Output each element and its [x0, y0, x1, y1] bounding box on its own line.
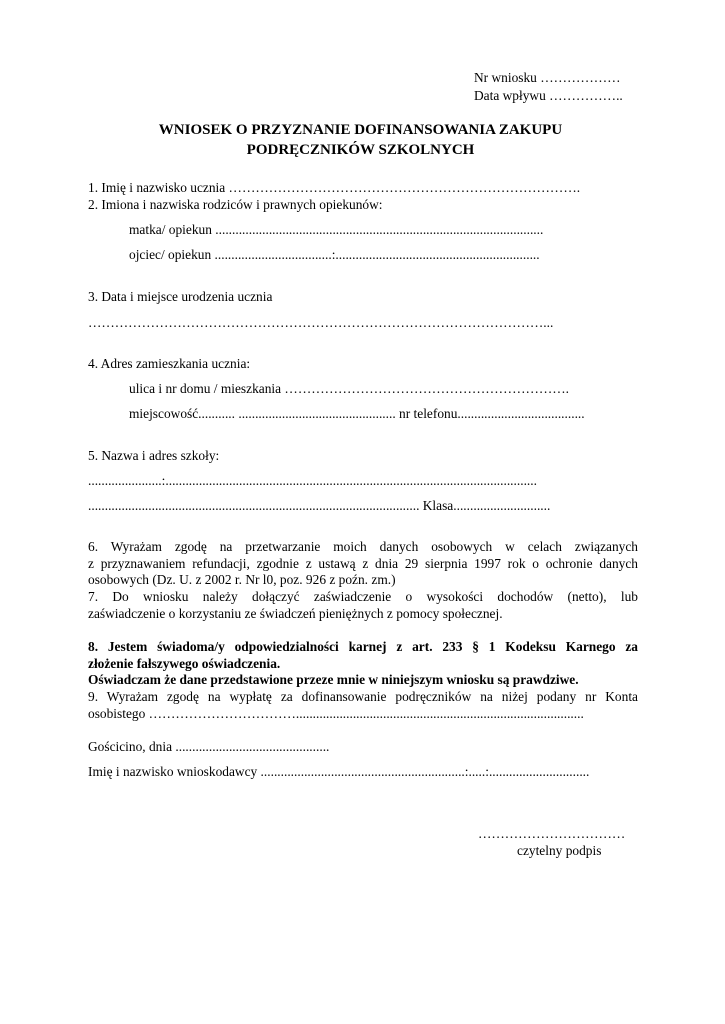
field-school-heading: 5. Nazwa i adres szkoły: — [88, 448, 220, 463]
clause-7-line: 7. Do wniosku należy dołączyć zaświadczenie o wysokości dochodów (netto), lub — [88, 589, 638, 604]
receipt-date: Data wpływu …………….. — [474, 88, 623, 103]
applicant-name-field: Imię i nazwisko wnioskodawcy .............................................................:.....:.............................. — [88, 764, 590, 779]
field-parents-heading: 2. Imiona i nazwiska rodziców i prawnych opiekunów: — [88, 197, 383, 212]
clause-9-line: osobistego ……………………………...................................................................................... — [88, 705, 584, 721]
clause-7 — [88, 589, 638, 622]
application-number: Nr wniosku ……………… — [474, 70, 621, 85]
field-street: ulica i nr domu / mieszkania ………………………………………………………. — [129, 381, 569, 396]
page-title-line2: PODRĘCZNIKÓW SZKOLNYCH — [246, 142, 475, 158]
clause-8 — [88, 639, 638, 689]
clause-8-line: 8. Jestem świadoma/y odpowiedzialności karnej z art. 233 § 1 Kodeksu Karnego za — [88, 639, 638, 654]
clause-6-line: 6. Wyrażam zgodę na przetwarzanie moich danych osobowych w celach związanych — [88, 539, 638, 554]
field-father: ojciec/ opiekun ...................................:............................................................. — [129, 247, 540, 262]
field-birth-line: …………………………………………………………………………………………... — [88, 315, 554, 330]
clause-7-line: zaświadczenie o korzystaniu ze świadczeń pieniężnych z pomocy społecznej. — [88, 605, 503, 621]
clause-9 — [88, 689, 638, 722]
clause-6-line: osobowych (Dz. U. z 2002 r. Nr l0, poz. 926 z poźn. zm.) — [88, 572, 396, 587]
field-address-heading: 4. Adres zamieszkania ucznia: — [88, 356, 251, 371]
page-title-line1: WNIOSEK O PRZYZNANIE DOFINANSOWANIA ZAKUPU — [158, 122, 563, 138]
place-date-field: Gościcino, dnia .............................................. — [88, 739, 330, 754]
clause-6 — [88, 539, 638, 589]
field-birth-heading: 3. Data i miejsce urodzenia ucznia — [88, 289, 273, 304]
field-student-name: 1. Imię i nazwisko ucznia ……………………………………………………………………. — [88, 180, 581, 195]
field-school-line2: ................................................................................................... Klasa............................. — [88, 498, 551, 513]
clause-8-line: Oświadczam że dane przedstawione przeze mnie w niniejszym wniosku są prawdziwe. — [88, 672, 579, 687]
signature-line: …………………………… — [478, 826, 626, 841]
signature-label: czytelny podpis — [517, 843, 602, 858]
clause-9-line: 9. Wyrażam zgodę na wypłatę za dofinansowanie podręczników na niżej podany nr Konta — [88, 689, 638, 704]
clause-8-line: złożenie fałszywego oświadczenia. — [88, 655, 281, 671]
field-school-line1: ......................:............................................................................................................... — [88, 473, 537, 488]
clause-6-line: z przyznawaniem refundacji, zgodnie z ustawą z dnia 29 sierpnia 1997 rok o ochronie danych — [88, 555, 638, 571]
field-town-phone: miejscowość........... ............................................... nr telefonu...................................... — [129, 406, 585, 421]
field-mother: matka/ opiekun .................................................................................................. — [129, 222, 544, 237]
